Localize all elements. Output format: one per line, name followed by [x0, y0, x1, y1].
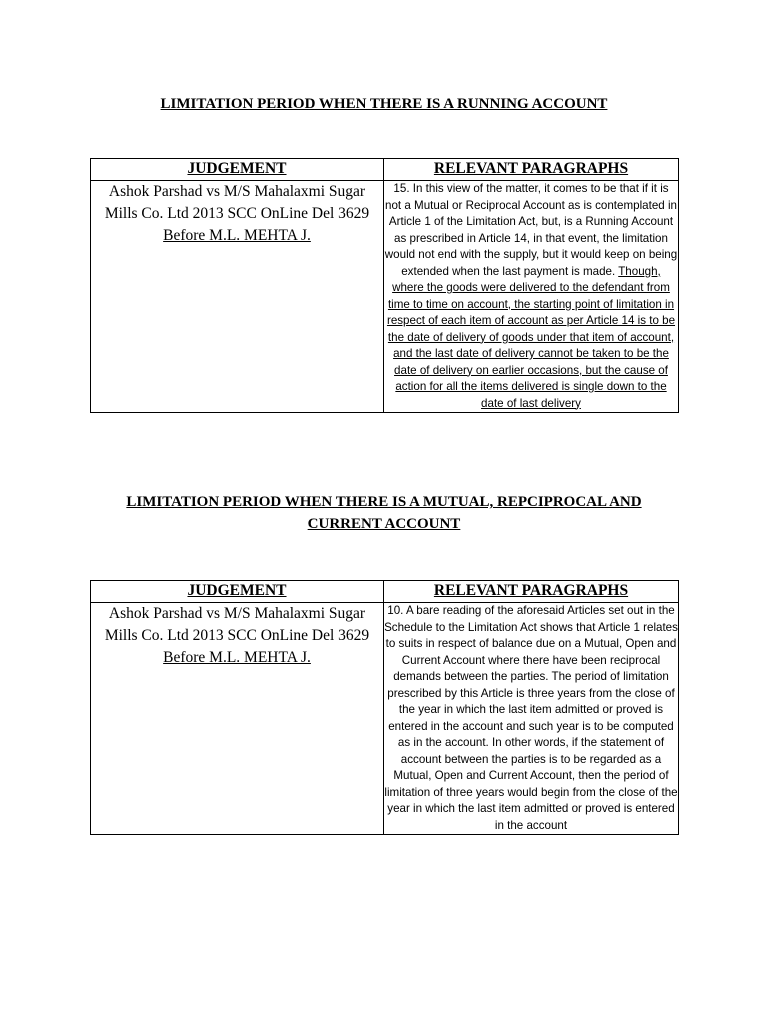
- section-heading-running-account: LIMITATION PERIOD WHEN THERE IS A RUNNING ACCOUNT: [160, 96, 608, 112]
- column-header-relevant-paragraphs: RELEVANT PARAGRAPHS: [384, 581, 679, 603]
- case-citation: Ashok Parshad vs M/S Mahalaxmi Sugar Mills Co. Ltd 2013 SCC OnLine Del 3629: [104, 183, 370, 222]
- judgement-table-mutual-account: [90, 580, 679, 835]
- relevant-paragraph-cell: [384, 603, 679, 835]
- section-heading-mutual-account: LIMITATION PERIOD WHEN THERE IS A MUTUAL, REPCIPROCAL AND CURRENT ACCOUNT: [126, 494, 642, 532]
- paragraph-text: 15. In this view of the matter, it comes to be that if it is not a Mutual or Reciprocal Account as is contemplated in Article 1 of the Limitation Act, but, is a Running Account as prescribed in Article 14, in that event, the limitation would not end with the supply, but it would keep on being extended when the last payment is made.: [384, 182, 678, 278]
- column-header-judgement: JUDGEMENT: [91, 581, 384, 603]
- column-header-relevant-paragraphs: RELEVANT PARAGRAPHS: [384, 159, 679, 181]
- column-header-judgement: JUDGEMENT: [91, 159, 384, 181]
- table-header-row: [91, 581, 679, 603]
- judgement-cell: [91, 181, 384, 413]
- table-row: [91, 603, 679, 835]
- bench-name: Before M.L. MEHTA J.: [163, 227, 311, 244]
- table-header-row: [91, 159, 679, 181]
- case-citation: Ashok Parshad vs M/S Mahalaxmi Sugar Mills Co. Ltd 2013 SCC OnLine Del 3629: [104, 605, 370, 644]
- paragraph-text: 10. A bare reading of the aforesaid Articles set out in the Schedule to the Limitation Act shows that Article 1 relates to suits in respect of balance due on a Mutual, Open and Current Account where there have been reciprocal demands between the parties. The period of limitation prescribed by this Article is three years from the close of the year in which the last item admitted or proved is entered in the account and such year is to be computed as in the account. In other words, if the statement of account between the parties is to be regarded as a Mutual, Open and Current Account, then the period of limitation of three years would begin from the close of the year in which the last item admitted or proved is entered in the account: [384, 604, 678, 832]
- judgement-table-running-account: [90, 158, 679, 413]
- paragraph-underlined-text: Though, where the goods were delivered to the defendant from time to time on account, the starting point of limitation in respect of each item of account as per Article 14 is to be the date of delivery of goods under that item of account, and the last date of delivery cannot be taken to be the date of delivery on earlier occasions, but the cause of action for all the items delivered is single down to the date of last delivery: [386, 264, 676, 410]
- bench-name: Before M.L. MEHTA J.: [163, 649, 311, 666]
- relevant-paragraph-cell: [384, 181, 679, 413]
- judgement-cell: [91, 603, 384, 835]
- table-row: [91, 181, 679, 413]
